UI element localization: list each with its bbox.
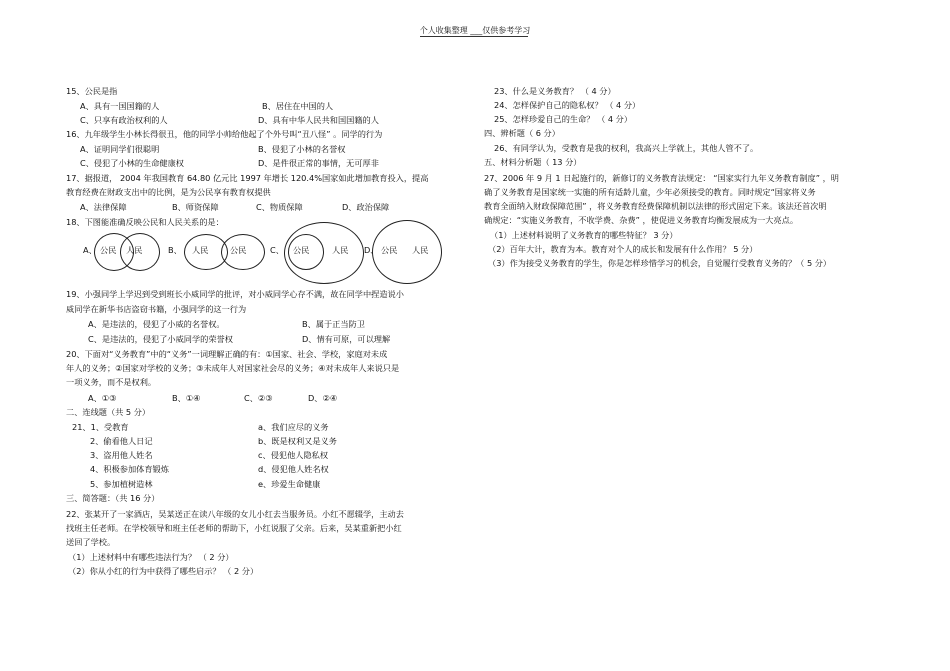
q16-option-c: C、侵犯了小林的生命健康权: [80, 158, 184, 168]
q18-b-right-label: 公民: [230, 245, 247, 255]
q17-line1: 17、据报道， 2004 年我国教育 64.80 亿元比 1997 年增长 120.4%国家如此增加教育投入，提高: [66, 173, 429, 183]
q27-line1: 27、2006 年 9 月 1 日起施行的，新修订的义务教育法规定： “国家实行九年义务教育制度” ，明: [484, 173, 839, 183]
q22-line1: 22、张某开了一家酒店，吴某送正在读八年级的女儿小红去当服务员。小红不愿辍学，主动去: [66, 509, 404, 519]
match-right-d: d、侵犯他人姓名权: [258, 464, 329, 474]
q19-option-a: A、是违法的，侵犯了小威的名誉权。: [88, 319, 225, 329]
q22-sub1: （1）上述材料中有哪些违法行为？ （ 2 分）: [68, 552, 234, 562]
q22-line2: 找班主任老师。在学校领导和班主任老师的帮助下，小红说服了父亲。后来，吴某重新把小红: [66, 523, 402, 533]
match-right-b: b、既是权利又是义务: [258, 436, 337, 446]
q20-option-d: D、②④: [308, 393, 338, 403]
section-5-title: 五、材料分析题（ 13 分）: [484, 157, 582, 167]
q19-option-b: B、属于正当防卫: [302, 319, 365, 329]
q15-stem: 15、公民是指: [66, 86, 118, 96]
q18-stem: 18、下图能准确反映公民和人民关系的是：: [66, 217, 224, 227]
q18-c-right-label: 人民: [332, 245, 349, 255]
q19-option-c: C、是违法的，侵犯了小威同学的荣誉权: [88, 334, 233, 344]
match-left-2: 2、偷看他人日记: [90, 436, 153, 446]
q27-sub3: （3）作为接受义务教育的学生，你是怎样珍惜学习的机会，自觉履行受教育义务的？（ 5 分）: [488, 258, 832, 268]
q27-sub2: （2）百年大计，教育为本。教育对个人的成长和发展有什么作用？ 5 分）: [488, 244, 758, 254]
page-header: 个人收集整理 ___仅供参考学习: [419, 26, 531, 35]
q18-d-right-label: 人民: [412, 245, 429, 255]
q17-option-d: D、政治保障: [342, 202, 390, 212]
q15-option-d: D、具有中华人民共和国国籍的人: [258, 115, 379, 125]
q24: 24、怎样保护自己的隐私权？ （ 4 分）: [494, 100, 641, 110]
q20-option-b: B、①④: [172, 393, 201, 403]
q23: 23、什么是义务教育？ （ 4 分）: [494, 86, 616, 96]
section-2-title: 二、连线题（共 5 分）: [66, 407, 151, 417]
q18-c-left-label: 公民: [293, 245, 310, 255]
q15-option-c: C、只享有政治权利的人: [80, 115, 168, 125]
q18-d-letter: D、: [364, 245, 379, 255]
q18-c-letter: C、: [270, 245, 284, 255]
q18-b-letter: B、: [168, 245, 182, 255]
match-right-a: a、我们应尽的义务: [258, 422, 329, 432]
q19-option-d: D、情有可原，可以理解: [302, 334, 391, 344]
q27-line3: 教育全面纳入财政保障范围” ，将义务教育经费保障机制以法律的形式固定下来。该法还首次明: [484, 201, 827, 211]
q19-line1: 19、小强同学上学迟到受到班长小威同学的批评，对小威同学心存不满，故在同学中捏造说小: [66, 289, 404, 299]
section-4-title: 四、辨析题（ 6 分）: [484, 128, 560, 138]
q26: 26、有同学认为，受教育是我的权利，我高兴上学就上，其他人管不了。: [494, 143, 759, 153]
match-right-c: c、侵犯他人隐私权: [258, 450, 329, 460]
match-right-e: e、珍爱生命健康: [258, 479, 321, 489]
q15-option-a: A、具有一国国籍的人: [80, 101, 160, 111]
q17-option-b: B、师资保障: [172, 202, 219, 212]
match-left-1: 21、1、受教育: [72, 422, 129, 432]
q17-option-a: A、法律保障: [80, 202, 127, 212]
q22-sub2: （2）你从小红的行为中获得了哪些启示？ （ 2 分）: [68, 566, 259, 576]
header-underline: [420, 36, 528, 37]
q18-a-right-label: 人民: [126, 245, 143, 255]
q15-option-b: B、居住在中国的人: [262, 101, 334, 111]
q16-option-b: B、侵犯了小林的名誉权: [258, 144, 346, 154]
q19-line2: 威同学在新华书店盗窃书籍，小强同学的这一行为: [66, 304, 247, 314]
q17-option-c: C、物质保障: [256, 202, 303, 212]
match-left-4: 4、积极参加体育锻炼: [90, 464, 169, 474]
match-left-3: 3、盗用他人姓名: [90, 450, 153, 460]
q20-option-a: A、①③: [88, 393, 117, 403]
q25: 25、怎样珍爱自己的生命？ （ 4 分）: [494, 114, 633, 124]
q18-a-letter: A、: [83, 245, 97, 255]
q18-d-left-label: 公民: [381, 245, 398, 255]
q22-line3: 送回了学校。: [66, 537, 116, 547]
q20-option-c: C、②③: [244, 393, 273, 403]
q16-option-a: A、证明同学们很聪明: [80, 144, 160, 154]
q16-stem: 16、九年级学生小林长得很丑，他的同学小帅给他起了个外号叫“丑八怪” 。同学的行为: [66, 129, 383, 139]
q27-line4: 确规定：“实施义务教育，不收学费、杂费” ，使促进义务教育均衡发展成为一大亮点。: [484, 215, 799, 225]
q18-b-left-label: 人民: [192, 245, 209, 255]
match-left-5: 5、参加植树造林: [90, 479, 153, 489]
q17-line2: 教育经费在财政支出中的比例，是为公民享有教育权提供: [66, 187, 271, 197]
q20-line1: 20、下面对“义务教育”中的“义务”一词理解正确的有：①国家、社会、学校，家庭对未成: [66, 349, 388, 359]
q27-line2: 确了义务教育是国家统一实施的所有适龄儿童，少年必须接受的教育。同时规定“国家将义务: [484, 187, 816, 197]
q20-line2: 年人的义务；②国家对学校的义务；③未成年人对国家社会尽的义务；④对未成年人来说只是: [66, 363, 400, 373]
q16-option-d: D、是件很正常的事情，无可厚非: [258, 158, 379, 168]
q20-line3: 一项义务，而不是权利。: [66, 377, 157, 387]
q18-a-left-label: 公民: [100, 245, 117, 255]
section-3-title: 三、简答题：（共 16 分）: [66, 493, 160, 503]
q27-sub1: （1）上述材料说明了义务教育的哪些特征？ 3 分）: [490, 230, 678, 240]
